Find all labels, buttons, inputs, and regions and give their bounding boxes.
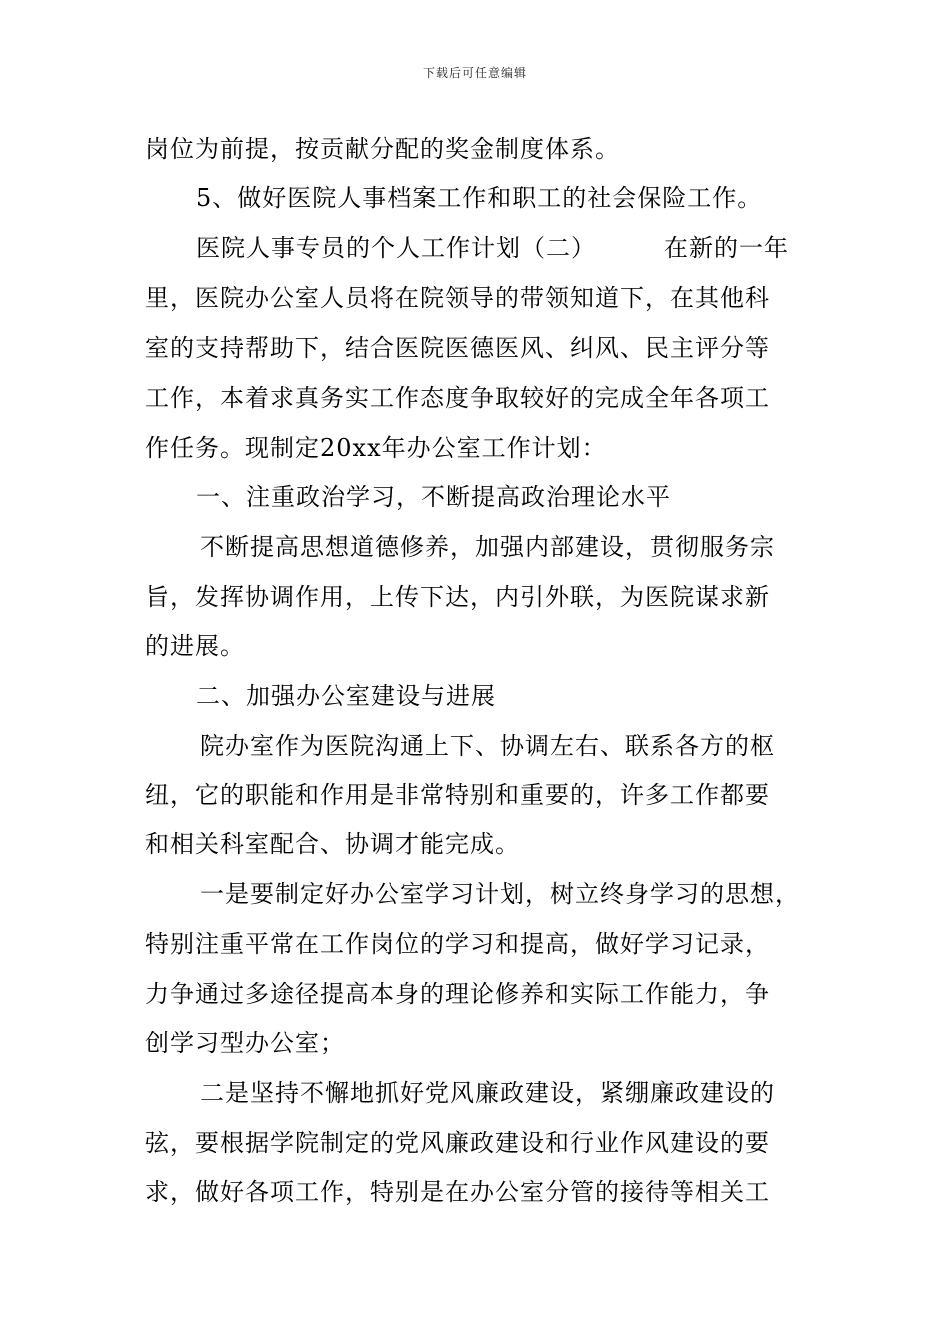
- text-line: 岗位为前提，按贡献分配的奖金制度体系。: [145, 135, 620, 163]
- text-line: 特别注重平常在工作岗位的学习和提高，做好学习记录，: [145, 930, 770, 958]
- text-line: 的进展。: [145, 632, 245, 660]
- text-line: 弦，要根据学院制定的党风廉政建设和行业作风建设的要: [145, 1129, 770, 1157]
- text-line: 旨，发挥协调作用，上传下达，内引外联，为医院谋求新: [145, 583, 770, 611]
- text-line: 一是要制定好办公室学习计划，树立终身学习的思想，: [200, 880, 800, 908]
- text-line: 里，医院办公室人员将在院领导的带领知道下，在其他科: [145, 284, 770, 312]
- text-line: 和相关科室配合、协调才能完成。: [145, 830, 520, 858]
- paragraph-start: 在新的一年: [664, 234, 789, 262]
- text-line: 求，做好各项工作，特别是在办公室分管的接待等相关工: [145, 1178, 770, 1206]
- text-line: 不断提高思想道德修养，加强内部建设，贯彻服务宗: [200, 533, 775, 561]
- text-line: [196, 226, 789, 270]
- heading-line: 二、加强办公室建设与进展: [196, 682, 496, 710]
- text-line: 5、做好医院人事档案工作和职工的社会保险工作。: [196, 184, 763, 212]
- heading-line: 一、注重政治学习，不断提高政治理论水平: [196, 483, 671, 511]
- text-line: 纽，它的职能和作用是非常特别和重要的，许多工作都要: [145, 781, 770, 809]
- text-line: 工作，本着求真务实工作态度争取较好的完成全年各项工: [145, 384, 770, 412]
- page-header: 下载后可任意编辑: [422, 66, 527, 80]
- section-title: 医院人事专员的个人工作计划（二）: [196, 234, 596, 262]
- text-line: 作任务。现制定20xx年办公室工作计划：: [145, 434, 607, 462]
- text-line: 创学习型办公室；: [145, 1029, 345, 1057]
- text-line: 室的支持帮助下，结合医院医德医风、纠风、民主评分等: [145, 334, 770, 362]
- text-line: 力争通过多途径提高本身的理论修养和实际工作能力，争: [145, 980, 770, 1008]
- text-line: 院办室作为医院沟通上下、协调左右、联系各方的枢: [200, 732, 775, 760]
- text-line: 二是坚持不懈地抓好党风廉政建设，紧绷廉政建设的: [200, 1079, 775, 1107]
